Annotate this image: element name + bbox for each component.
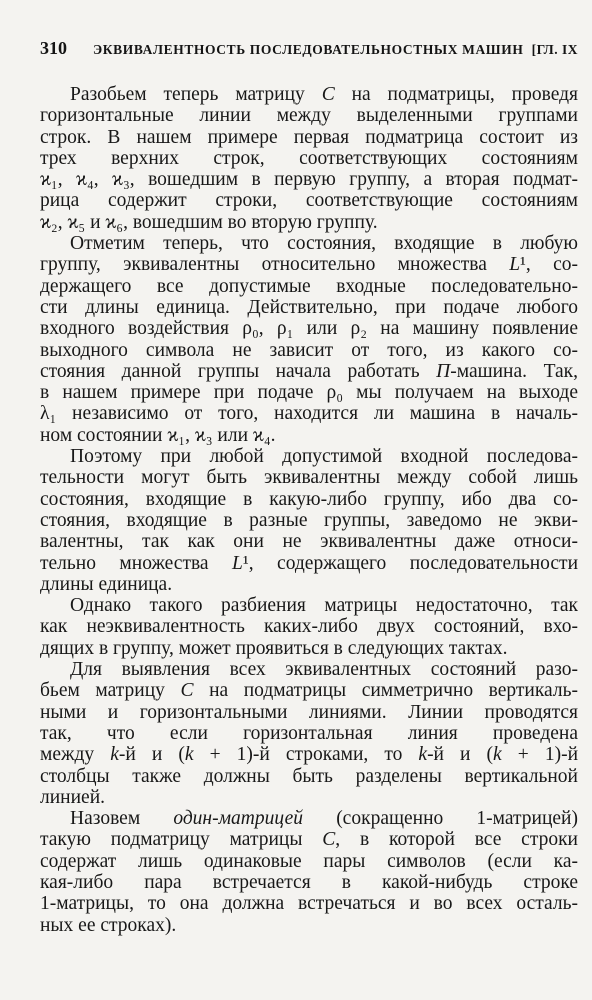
text-run: бьем матрицу — [40, 680, 181, 702]
text-line — [40, 403, 578, 424]
running-title: ЭКВИВАЛЕНТНОСТЬ ПОСЛЕДОВАТЕЛЬНОСТНЫХ МАШИН — [93, 42, 524, 57]
paragraph — [40, 233, 578, 446]
text-line — [40, 297, 578, 318]
text-line — [40, 212, 578, 233]
italic-run: L — [232, 552, 243, 574]
text-line — [40, 467, 578, 488]
text-run: Однако такого разбиения матрицы недостаточно, так — [70, 595, 578, 617]
text-line — [40, 829, 578, 850]
text-line — [40, 702, 578, 723]
paragraph — [40, 659, 578, 808]
text-line — [40, 659, 578, 680]
body-text — [40, 84, 578, 936]
text-line — [40, 553, 578, 574]
text-run: на подматрицы симметрично вертикаль- — [193, 680, 578, 702]
text-run: кая-либо пара встречается в какой-нибудь строке — [40, 871, 578, 893]
text-line — [40, 872, 578, 893]
paragraph — [40, 84, 578, 233]
text-line — [40, 808, 578, 829]
text-run: выходного символа не зависит от того, из какого со- — [40, 339, 578, 361]
text-line — [40, 489, 578, 510]
text-run: строк. В нашем примере первая подматрица состоит из — [40, 126, 578, 148]
page-number: 310 — [40, 38, 67, 58]
text-line — [40, 84, 578, 105]
text-run: линией. — [40, 786, 106, 808]
text-line — [40, 233, 578, 254]
text-run: рица содержит строки, соответствующие состояниям — [40, 190, 578, 212]
text-run: на подматрицы, проведя — [334, 84, 578, 105]
text-run: + 1)-й — [501, 744, 578, 766]
text-run: длины единица. — [40, 573, 173, 595]
text-run: -й и ( — [427, 744, 494, 766]
paragraph — [40, 446, 578, 595]
text-run: ¹, содержащего последовательности — [242, 552, 578, 574]
text-run: , в которой все строки — [335, 829, 578, 851]
text-line — [40, 190, 578, 211]
text-run: Поэтому при любой допустимой входной последова- — [70, 446, 578, 468]
text-run: дящих в группу, может проявиться в следующих тактах. — [40, 637, 508, 659]
text-run: в нашем примере при подаче ρ₀ мы получаем на выходе — [40, 382, 578, 404]
text-run: (сокращенно 1-матрицей) — [303, 808, 578, 830]
text-run: трех верхних строк, соответствующих состояниям — [40, 147, 578, 169]
text-run: содержат лишь одинаковые пары символов (если ка- — [40, 850, 578, 872]
text-line — [40, 531, 578, 552]
text-run: входного воздействия ρ₀, ρ₁ или ρ₂ на машину появление — [40, 318, 578, 340]
italic-run: k — [493, 744, 502, 766]
text-line — [40, 340, 578, 361]
text-run: ными и горизонтальными линиями. Линии проводятся — [40, 701, 578, 723]
italic-run: L — [509, 254, 521, 276]
text-line — [40, 766, 578, 787]
text-run: состояния, входящие в какую-либо группу, ибо два со- — [40, 488, 578, 510]
text-line — [40, 254, 578, 275]
paragraph — [40, 595, 578, 659]
text-run: ных ее строках). — [40, 914, 177, 936]
text-run: сти длины единица. Действительно, при подаче любого — [40, 296, 578, 318]
text-run: как неэквивалентность каких-либо двух состояний, вхо- — [40, 616, 578, 638]
text-run: ном состоянии ϰ₁, ϰ₃ или ϰ₄. — [40, 424, 276, 446]
text-line — [40, 276, 578, 297]
text-run: Отметим теперь, что состояния, входящие в любую — [70, 233, 578, 255]
text-line — [40, 574, 578, 595]
text-line — [40, 127, 578, 148]
running-header — [40, 38, 578, 60]
text-line — [40, 851, 578, 872]
italic-run: C — [321, 84, 335, 105]
text-run: Для выявления всех эквивалентных состояний разо- — [70, 659, 578, 681]
text-run: Назовем — [70, 808, 174, 830]
text-run: такую подматрицу матрицы — [40, 829, 323, 851]
text-line — [40, 723, 578, 744]
italic-run: П — [436, 360, 451, 382]
text-run: тельно множества — [40, 552, 233, 574]
italic-run: один-матрицей — [173, 808, 304, 830]
text-line — [40, 787, 578, 808]
text-run: столбцы также должны быть разделены вертикальной — [40, 765, 578, 787]
text-line — [40, 318, 578, 339]
italic-run: k — [110, 744, 119, 766]
text-run: Разобьем теперь матрицу — [70, 84, 322, 105]
text-line — [40, 744, 578, 765]
italic-run: k — [418, 744, 428, 766]
text-run: горизонтальные линии между выделенными группами — [40, 105, 578, 127]
paragraph — [40, 808, 578, 936]
text-line — [40, 893, 578, 914]
text-run: ¹, со- — [520, 254, 578, 276]
italic-run: C — [322, 829, 336, 851]
text-line — [40, 105, 578, 126]
text-run: λ₁ независимо от того, находится ли машина в началь- — [40, 403, 578, 425]
text-run: валентны, так как они не эквивалентны даже относи- — [40, 531, 578, 553]
text-line — [40, 510, 578, 531]
chapter-label: [ГЛ. IX — [531, 42, 578, 57]
text-run: ϰ₂, ϰ₅ и ϰ₆, вошедшим во вторую группу. — [40, 211, 378, 233]
text-run: стояния, входящие в разные группы, заведомо не экви- — [40, 509, 578, 531]
text-line — [40, 446, 578, 467]
text-line — [40, 425, 578, 446]
text-run: стояния данной группы начала работать — [40, 360, 437, 382]
text-run: -машина. Так, — [450, 360, 578, 382]
text-line — [40, 595, 578, 616]
text-line — [40, 638, 578, 659]
text-run: так, что если горизонтальная линия проведена — [40, 722, 578, 744]
text-line — [40, 616, 578, 637]
text-line — [40, 148, 578, 169]
text-run: между — [40, 744, 111, 766]
text-run: -й и ( — [118, 744, 185, 766]
text-line — [40, 361, 578, 382]
text-run: группу, эквивалентны относительно множества — [40, 254, 510, 276]
italic-run: k — [184, 744, 194, 766]
text-line — [40, 382, 578, 403]
text-line — [40, 169, 578, 190]
text-line — [40, 915, 578, 936]
text-run: + 1)-й строками, то — [193, 744, 419, 766]
italic-run: C — [180, 680, 194, 702]
text-run: ϰ₁, ϰ₄, ϰ₃, вошедшим в первую группу, а вторая подмат- — [40, 169, 578, 191]
text-run: держащего все допустимые входные последовательно- — [40, 275, 578, 297]
text-line — [40, 680, 578, 701]
text-run: тельности могут быть эквивалентны между собой лишь — [40, 467, 578, 489]
text-run: 1-матрицы, то она должна встречаться и во всех осталь- — [40, 893, 578, 915]
